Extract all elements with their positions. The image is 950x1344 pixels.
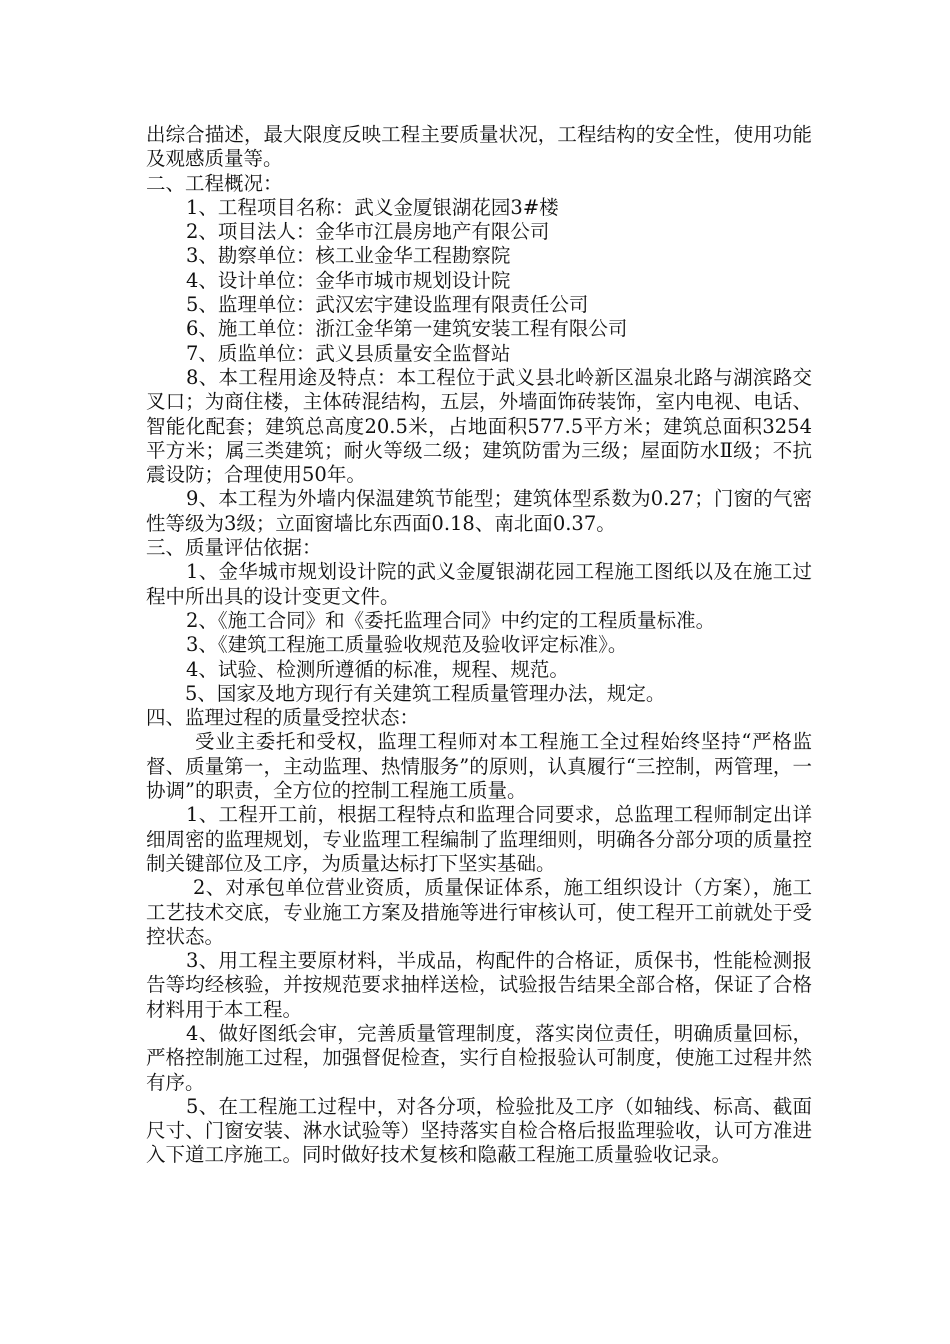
list-item-control-qualification-review: 2、对承包单位营业资质，质量保证体系，施工组织设计（方案），施工工艺技术交底，专业施工方案及措施等进行审核认可，使工程开工前就处于受控状态。	[146, 876, 812, 948]
list-item-project-name: 1、工程项目名称：武义金厦银湖花园3#楼	[186, 195, 559, 219]
list-item-supervision-unit: 5、监理单位：武汉宏宇建设监理有限责任公司	[186, 293, 589, 317]
list-item-basis-standards: 4、试验、检测所遵循的标准，规程、规范。	[186, 657, 569, 681]
list-item-quality-unit: 7、质监单位：武义县质量安全监督站	[186, 341, 511, 365]
document-body	[146, 123, 812, 1168]
list-item-survey-unit: 3、勘察单位：核工业金华工程勘察院	[186, 244, 511, 268]
list-item-construction-unit: 6、施工单位：浙江金华第一建筑安装工程有限公司	[186, 317, 628, 341]
list-item-project-legal-person: 2、项目法人：金华市江晨房地产有限公司	[186, 220, 550, 244]
list-item-basis-drawings: 1、金华城市规划设计院的武义金厦银湖花园工程施工图纸以及在施工过程中所出具的设计变更文件。	[146, 560, 812, 608]
list-item-control-materials: 3、用工程主要原材料，半成品，构配件的合格证，质保书，性能检测报告等均经核验，并按规范要求抽样送检，试验报告结果全部合格，保证了合格材料用于本工程。	[146, 949, 812, 1021]
list-item-basis-contracts: 2、《施工合同》和《委托监理合同》中约定的工程质量标准。	[186, 608, 716, 632]
list-item-control-drawing-review: 4、做好图纸会审，完善质量管理制度，落实岗位责任，明确质量回标，严格控制施工过程，加强督促检查，实行自检报验认可制度，使施工过程井然有序。	[146, 1021, 812, 1094]
paragraph-continuation: 出综合描述，最大限度反映工程主要质量状况，工程结构的安全性，使用功能及观感质量等。	[146, 123, 812, 171]
list-item-basis-specifications: 3、《建筑工程施工质量验收规范及验收评定标准》。	[186, 633, 628, 657]
list-item-design-unit: 4、设计单位：金华市城市规划设计院	[186, 268, 511, 292]
section-heading-project-overview: 二、工程概况：	[146, 171, 283, 195]
list-item-control-pre-construction: 1、工程开工前，根据工程特点和监理合同要求，总监理工程师制定出详细周密的监理规划，专业监理工程编制了监理细则，明确各分部分项的质量控制关键部位及工序，为质量达标打下坚实基础。	[146, 803, 812, 875]
paragraph-supervision-principles: 受业主委托和受权，监理工程师对本工程施工全过程始终坚持“严格监督、质量第一，主动监理、热情服务”的原则，认真履行“三控制，两管理，一协调”的职责，全方位的控制工程施工质量。	[146, 730, 812, 803]
section-heading-quality-control: 四、监理过程的质量受控状态：	[146, 706, 420, 730]
list-item-basis-regulations: 5、国家及地方现行有关建筑工程质量管理办法，规定。	[185, 681, 666, 705]
list-item-control-process-inspection: 5、在工程施工过程中，对各分项，检验批及工序（如轴线、标高、截面尺寸、门窗安装、淋水试验等）坚持落实自检合格后报监理验收，认可方准进入下道工序施工。同时做好技术复核和隐蔽工程施工质量验收记录。	[146, 1094, 812, 1167]
section-heading-evaluation-basis: 三、质量评估依据：	[146, 536, 322, 560]
list-item-project-purpose: 8、本工程用途及特点：本工程位于武义县北岭新区温泉北路与湖滨路交叉口；为商住楼，主体砖混结构，五层，外墙面饰砖装饰，室内电视、电话、智能化配套；建筑总高度20.5米，占地面积577.5平方米；建筑总面积3254平方米；属三类建筑；耐火等级二级；建筑防雷为三级；屋面防水Ⅱ级；不抗震设防；合理使用50年。	[146, 365, 812, 487]
list-item-energy-saving: 9、本工程为外墙内保温建筑节能型；建筑体型系数为0.27；门窗的气密性等级为3级；立面窗墙比东西面0.18、南北面0.37。	[146, 487, 812, 535]
